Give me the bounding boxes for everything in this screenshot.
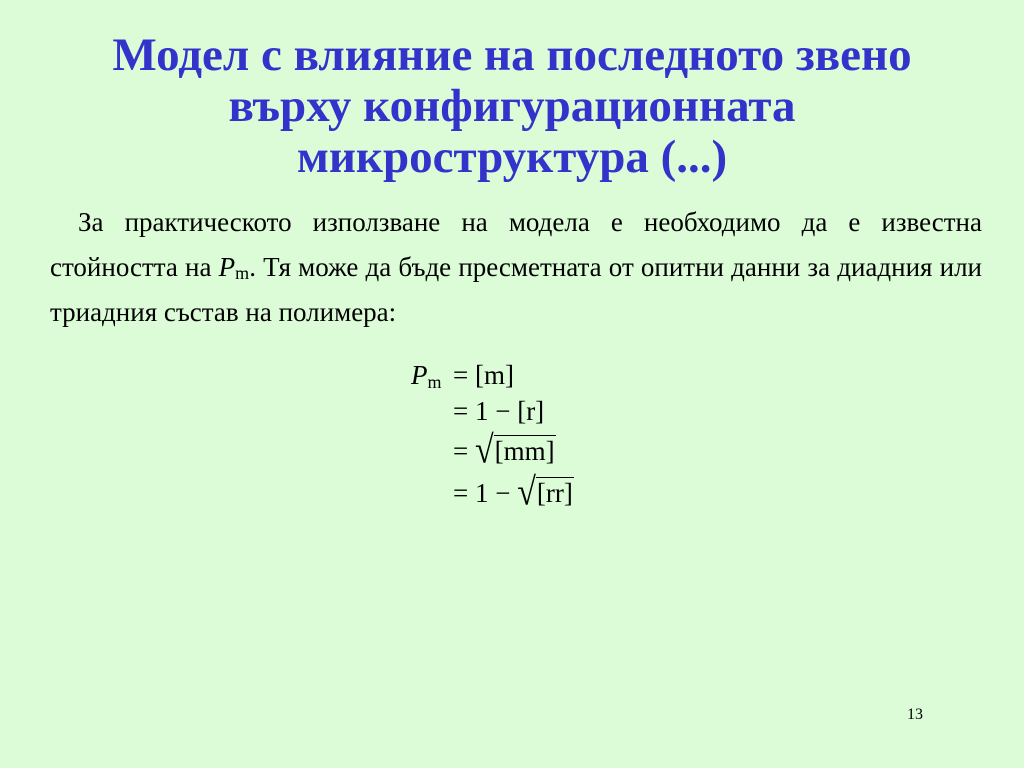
sqrt-mm xyxy=(474,429,556,472)
page-number: 13 xyxy=(907,706,923,723)
title-line-3: микроструктура (...) xyxy=(296,131,728,183)
paragraph-text-2: . Тя може да бъде пресметната от опитни данни за диадния или триадния състав на полимера: xyxy=(50,252,982,327)
formula-line-4-prefix: = 1 − xyxy=(453,478,511,508)
formula-lhs xyxy=(411,360,442,390)
formula-line-3 xyxy=(453,429,556,472)
formula-line-4 xyxy=(453,471,574,514)
paragraph-text-1: За практическото използване на модела е необходимо да е известна стойността на xyxy=(50,207,982,282)
title-line-1: Модел с влияние на последното звено xyxy=(112,29,912,81)
sqrt-mm-radicand: [mm] xyxy=(494,436,555,466)
sqrt-icon: √ xyxy=(474,429,494,472)
formula-line-3-prefix: = xyxy=(453,436,469,466)
sqrt-icon: √ xyxy=(517,471,536,514)
formula-p-subscript: m xyxy=(427,372,442,392)
sqrt-rr xyxy=(517,471,574,514)
formula-line-2: = 1 − [r] xyxy=(453,396,545,426)
title-line-2: върху конфигурационната xyxy=(228,80,796,132)
pm-symbol: P xyxy=(218,252,236,282)
sqrt-rr-radicand: [rr] xyxy=(536,478,573,508)
formula-p-symbol: P xyxy=(411,360,428,390)
formula-line-1: = [m] xyxy=(453,360,514,390)
slide-title xyxy=(40,30,984,183)
pm-subscript: m xyxy=(235,263,250,283)
body-paragraph xyxy=(50,200,982,335)
